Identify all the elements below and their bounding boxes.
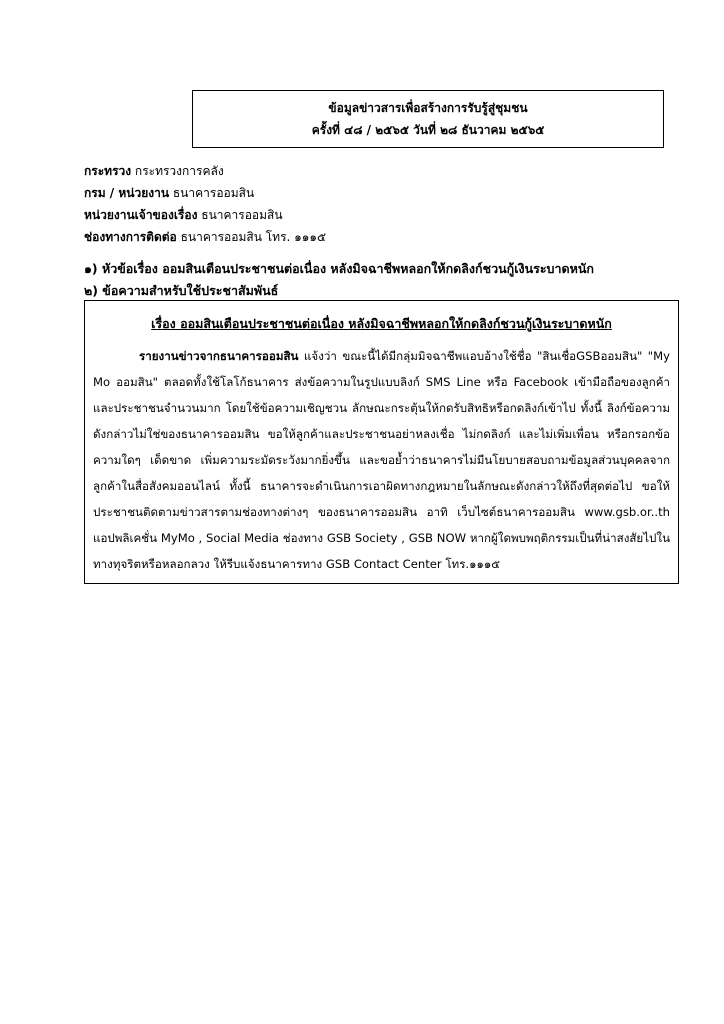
content-box [84, 300, 679, 584]
meta-label: กรม / หน่วยงาน [84, 186, 170, 200]
meta-value: ธนาคารออมสิน [169, 186, 255, 200]
meta-contact [84, 226, 326, 248]
meta-department [84, 182, 326, 204]
meta-value: กระทรวงการคลัง [131, 164, 224, 178]
meta-value: ธนาคารออมสิน โทร. ๑๑๑๕ [176, 230, 327, 244]
header-line-1: ข้อมูลข่าวสารเพื่อสร้างการรับรู้สู่ชุมชน [328, 101, 528, 115]
meta-value: ธนาคารออมสิน [197, 208, 283, 222]
header-box [192, 90, 664, 148]
meta-block [84, 160, 326, 248]
header-line-2: ครั้งที่ ๔๘ / ๒๕๖๕ วันที่ ๒๘ ธันวาคม ๒๕๖๕ [311, 123, 545, 137]
meta-owner [84, 204, 326, 226]
meta-ministry [84, 160, 326, 182]
section-message: ๒) ข้อความสำหรับใช้ประชาสัมพันธ์ [84, 283, 279, 298]
meta-label: หน่วยงานเจ้าของเรื่อง [84, 208, 198, 222]
sections-block [84, 258, 594, 302]
meta-label: ช่องทางการติดต่อ [84, 230, 177, 244]
story-title: เรื่อง ออมสินเตือนประชาชนต่อเนื่อง หลังมิจฉาชีพหลอกให้กดลิงก์ชวนกู้เงินระบาดหนัก [151, 316, 612, 331]
meta-label: กระทรวง [84, 164, 132, 178]
section-topic: ๑) หัวข้อเรื่อง ออมสินเตือนประชาชนต่อเนื่อง หลังมิจฉาชีพหลอกให้กดลิงก์ชวนกู้เงินระบาดหนัก [84, 261, 594, 276]
story-text: แจ้งว่า ขณะนี้ได้มีกลุ่มมิจฉาชีพแอบอ้างใช้ชื่อ "สินเชื่อGSBออมสิน" "My Mo ออมสิน" ตลอดทั้งใช้โลโก้ธนาคาร ส่งข้อความในรูปแบบลิงก์ SMS Line หรือ Facebook เข้ามือถือของลูกค้าและประชาชนจำนวนมาก โดยใช้ข้อความเชิญชวน ลักษณะกระตุ้นให้กดรับสิทธิหรือกดลิงก์เข้าไป ทั้งนี้ ลิงก์ข้อความดังกล่าวไม่ใช่ของธนาคารออมสิน ขอให้ลูกค้าและประชาชนอย่าหลงเชื่อ ไม่กดลิงก์ และไม่เพิ่มเพื่อน หรือกรอกข้อความใดๆ เด็ดขาด เพิ่มความระมัดระวังมากยิ่งขึ้น และขอย้ำว่าธนาคารไม่มีนโยบายสอบถามข้อมูลส่วนบุคคลจากลูกค้าในสื่อสังคมออนไลน์ ทั้งนี้ ธนาคารจะดำเนินการเอาผิดทางกฎหมายในลักษณะดังกล่าวให้ถึงที่สุดต่อไป ขอให้ประชาชนติดตามข่าวสารตามช่องทางต่างๆ ของธนาคารออมสิน อาทิ เว็บไซต์ธนาคารออมสิน www.gsb.or..th แอปพลิเคชั่น MyMo , Social Media ช่องทาง GSB Society , GSB NOW หากผู้ใดพบพฤติกรรมเป็นที่น่าสงสัยไปในทางทุจริตหรือหลอกลวง ให้รีบแจ้งธนาคารทาง GSB Contact Center โทร.๑๑๑๕ [93, 349, 670, 571]
story-body [93, 343, 670, 577]
story-lead: รายงานข่าวจากธนาคารออมสิน [139, 349, 299, 363]
